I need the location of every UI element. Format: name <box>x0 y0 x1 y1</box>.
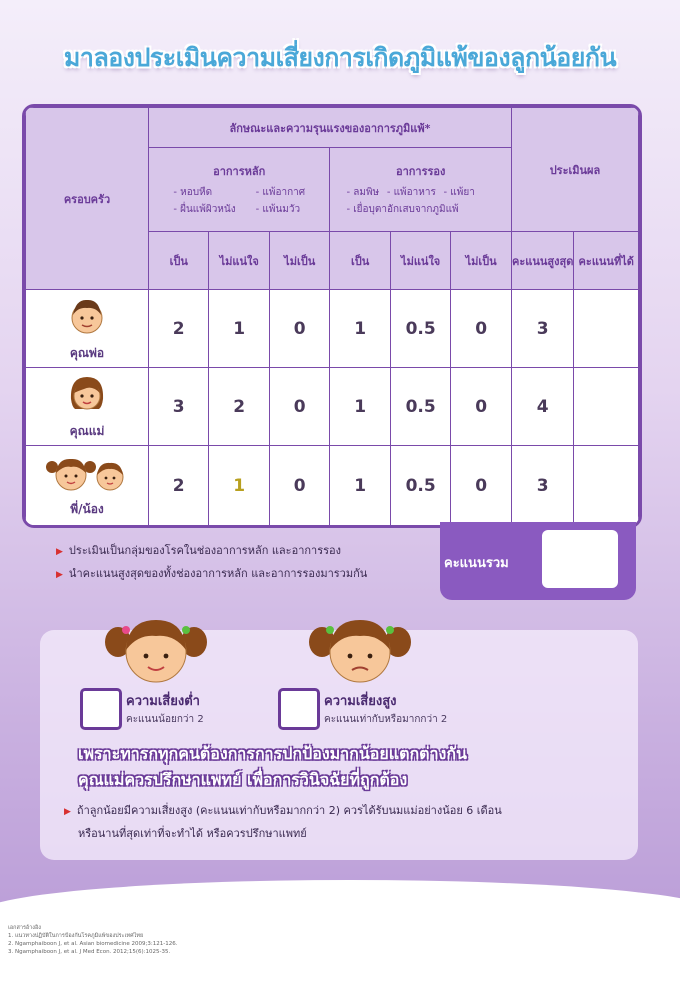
main-item: - หอบหืด <box>173 186 213 198</box>
col-max: คะแนนสูงสุด <box>511 232 574 290</box>
total-score-field[interactable] <box>542 530 618 588</box>
main-symptoms <box>148 148 329 232</box>
eval-header: ประเมินผล <box>511 108 638 232</box>
main-item: - แพ้อากาศ <box>255 186 306 198</box>
triangle-bullet-icon: ▶ <box>64 807 71 817</box>
col-no: ไม่เป็น <box>269 232 329 290</box>
col-got: คะแนนที่ได้ <box>574 232 639 290</box>
main-item: - ผื่นแพ้ผิวหนัง <box>173 203 236 215</box>
father-face-icon <box>66 295 108 337</box>
col-yes: เป็น <box>148 232 208 290</box>
advice-line: หรือนานที่สุดเท่าที่จะทำได้ หรือควรปรึกษาแพทย์ <box>78 827 307 840</box>
score-cell: 1 <box>209 290 269 368</box>
family-siblings <box>26 446 149 526</box>
score-cell: 3 <box>148 368 208 446</box>
warning-line-1: เพราะทารกทุกคนต้องการการปกป้องมากน้อยแตกต่างกัน <box>78 744 467 763</box>
score-cell: 0 <box>269 290 329 368</box>
siblings-face-icon <box>44 453 130 493</box>
secondary-item: - เยื่อบุตาอักเสบจากภูมิแพ้ <box>346 203 459 215</box>
secondary-item: - ลมพิษ <box>346 186 380 198</box>
triangle-bullet-icon: ▶ <box>56 570 63 580</box>
page-title: มาลองประเมินความเสี่ยงการเกิดภูมิแพ้ของลูกน้อยกัน <box>63 43 617 72</box>
score-cell: 0 <box>269 446 329 526</box>
secondary-header: อาการรอง <box>395 164 446 178</box>
secondary-symptoms <box>330 148 512 232</box>
score-cell: 0 <box>451 290 512 368</box>
note-text: นำคะแนนสูงสุดของทั้งช่องอาการหลัก และอาการรองมารวมกัน <box>68 567 368 580</box>
score-cell: 1 <box>330 368 390 446</box>
mother-face-icon <box>66 373 108 415</box>
ref-line: 3. Ngamphaiboon J, et al. J Med Econ. 2012;15(6):1025-35. <box>8 949 171 955</box>
triangle-bullet-icon: ▶ <box>56 547 63 557</box>
got-score-cell[interactable] <box>574 368 639 446</box>
got-score-cell[interactable] <box>574 290 639 368</box>
warning-line-2: คุณแม่ควรปรึกษาแพทย์ เพื่อการวินิจฉัยที่ถูกต้อง <box>78 770 408 789</box>
secondary-item: - แพ้ยา <box>443 186 475 198</box>
col-no: ไม่เป็น <box>451 232 512 290</box>
secondary-item: - แพ้อาหาร <box>386 186 436 198</box>
family-label: พี่/น้อง <box>70 501 104 516</box>
family-father <box>26 290 149 368</box>
score-cell: 0 <box>451 368 512 446</box>
ref-line: เอกสารอ้างอิง <box>8 925 41 931</box>
table-row <box>26 290 639 368</box>
score-cell: 1 <box>330 446 390 526</box>
family-header: ครอบครัว <box>26 108 149 290</box>
ref-line: 1. แนวทางปฏิบัติในการป้องกันโรคภูมิแพ้ของประเทศไทย <box>8 933 144 939</box>
score-cell: 0 <box>269 368 329 446</box>
low-risk-title: ความเสี่ยงต่ำ <box>126 694 200 709</box>
score-cell: 0 <box>451 446 512 526</box>
score-cell: 2 <box>209 368 269 446</box>
risk-table <box>22 104 642 528</box>
high-risk-checkbox[interactable] <box>278 688 320 730</box>
score-cell: 2 <box>148 290 208 368</box>
main-header: อาการหลัก <box>213 164 266 178</box>
sad-girl-icon <box>308 612 412 688</box>
happy-girl-icon <box>104 612 208 688</box>
score-cell: 1 <box>330 290 390 368</box>
score-cell: 0.5 <box>390 290 450 368</box>
table-row <box>26 368 639 446</box>
score-cell: 1 <box>209 446 269 526</box>
symptoms-header: ลักษณะและความรุนแรงของอาการภูมิแพ้* <box>148 108 511 148</box>
max-score-cell: 4 <box>511 368 574 446</box>
score-cell: 2 <box>148 446 208 526</box>
advice-line: ถ้าลูกน้อยมีความเสี่ยงสูง (คะแนนเท่ากับหรือมากกว่า 2) ควรได้รับนมแม่อย่างน้อย 6 เดือน <box>76 804 502 817</box>
family-mother <box>26 368 149 446</box>
high-risk-subtitle: คะแนนเท่ากับหรือมากกว่า 2 <box>324 714 448 725</box>
high-risk-title: ความเสี่ยงสูง <box>324 694 397 709</box>
advice-text <box>64 800 618 845</box>
low-risk-checkbox[interactable] <box>80 688 122 730</box>
got-score-cell[interactable] <box>574 446 639 526</box>
max-score-cell: 3 <box>511 290 574 368</box>
table-row <box>26 446 639 526</box>
score-cell: 0.5 <box>390 368 450 446</box>
total-label: คะแนนรวม <box>444 556 509 571</box>
low-risk-subtitle: คะแนนน้อยกว่า 2 <box>126 714 204 725</box>
main-item: - แพ้นมวัว <box>255 203 301 215</box>
col-yes: เป็น <box>330 232 390 290</box>
note-text: ประเมินเป็นกลุ่มของโรคในช่องอาการหลัก และอาการรอง <box>68 544 341 557</box>
ref-line: 2. Ngamphaiboon J, et al. Asian biomedicine 2009;3:121-126. <box>8 941 178 947</box>
col-unsure: ไม่แน่ใจ <box>209 232 269 290</box>
col-unsure: ไม่แน่ใจ <box>390 232 450 290</box>
max-score-cell: 3 <box>511 446 574 526</box>
references <box>8 924 177 956</box>
instructions <box>56 540 367 586</box>
score-cell: 0.5 <box>390 446 450 526</box>
family-label: คุณแม่ <box>69 423 105 438</box>
family-label: คุณพ่อ <box>69 345 105 360</box>
